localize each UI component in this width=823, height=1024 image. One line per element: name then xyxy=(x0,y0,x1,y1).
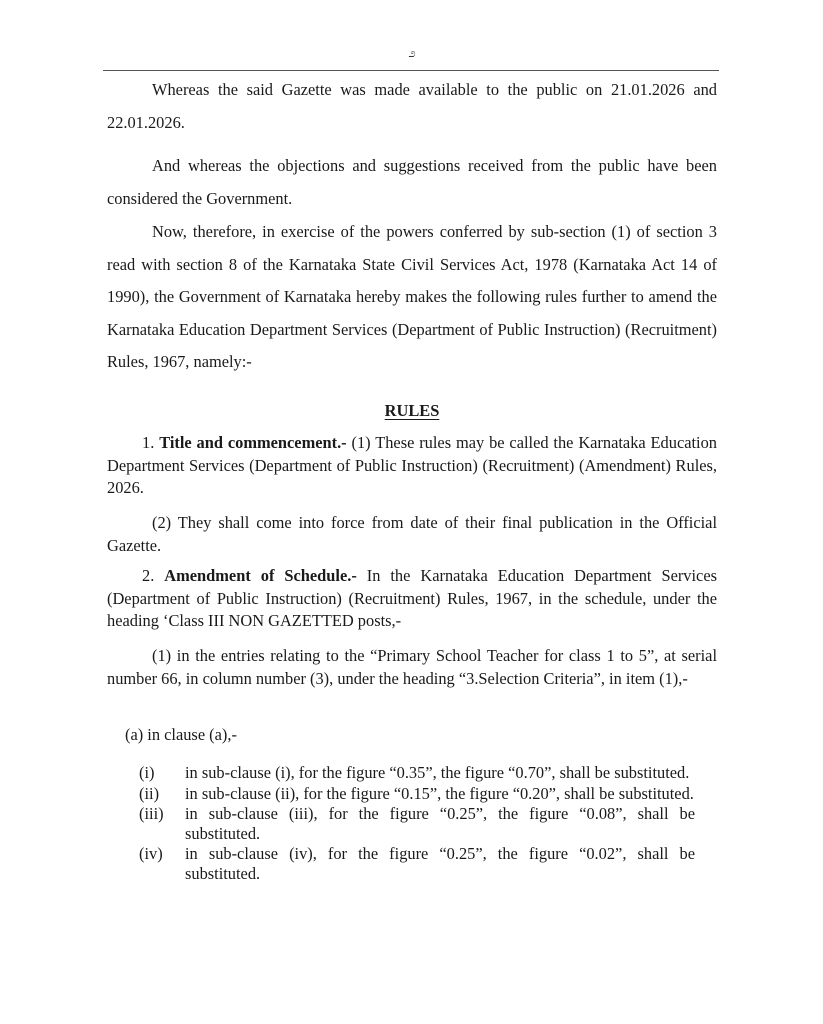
rule-2-item-1: (1) in the entries relating to the “Primary School Teacher for class 1 to 5”, at serial number 66, in column number (3), under the heading “3.Selection Criteria”, in item (1),- xyxy=(107,646,717,688)
subclause-item xyxy=(139,763,695,783)
subclause-item xyxy=(139,804,695,843)
rule-2-body: In the Karnataka Education Department Services (Department of Public Instruction) (Recruitment) Rules, 1967, in the schedule, under the heading ‘Class III NON GAZETTED posts,- xyxy=(107,566,717,630)
subclause-list xyxy=(139,763,695,884)
subclause-number: (iv) xyxy=(139,844,163,863)
subclause-number: (i) xyxy=(139,763,155,782)
clause-a-heading: (a) in clause (a),- xyxy=(125,725,237,744)
preamble-paragraph-gazette: Whereas the said Gazette was made available to the public on 21.01.2026 and 22.01.2026. xyxy=(107,80,717,132)
page-number: ೨ xyxy=(408,46,416,61)
rule-1-subrule-1: (1) These rules may be called the Karnataka Education Department Services (Department of Public Instruction) (Recruitment) (Amendment) Rules, 2026. xyxy=(107,433,717,497)
rule-2-paragraph xyxy=(107,565,717,633)
subclause-number: (ii) xyxy=(139,783,160,803)
rule-1-number: 1. xyxy=(142,433,155,452)
rules-heading: RULES xyxy=(384,401,440,420)
rule-2-number: 2. xyxy=(142,566,155,585)
subclause-number: (iii) xyxy=(139,804,164,823)
subclause-text: in sub-clause (ii), for the figure “0.15”, the figure “0.20”, shall be substituted. xyxy=(185,783,694,803)
rule-2-title: Amendment of Schedule.- xyxy=(164,566,357,585)
preamble-paragraph-objections: And whereas the objections and suggestions received from the public have been considered the Government. xyxy=(107,156,717,208)
subclause-item xyxy=(139,844,695,883)
subclause-text: in sub-clause (i), for the figure “0.35”, the figure “0.70”, shall be substituted. xyxy=(185,763,690,782)
preamble-paragraph-enactment: Now, therefore, in exercise of the powers conferred by sub-section (1) of section 3 read with section 8 of the Karnataka State Civil Services Act, 1978 (Karnataka Act 14 of 1990), the Government of Karnataka hereby makes the following rules further to amend the Karnataka Education Department Services (Department of Public Instruction) (Recruitment) Rules, 1967, namely:- xyxy=(107,222,717,371)
rule-1-paragraph xyxy=(107,432,717,500)
subclause-item xyxy=(139,784,695,804)
header-divider xyxy=(103,70,719,71)
subclause-text: in sub-clause (iii), for the figure “0.25”, the figure “0.08”, shall be substituted. xyxy=(185,804,695,843)
rule-1-subrule-2: (2) They shall come into force from date of their final publication in the Official Gazette. xyxy=(107,513,717,555)
subclause-text: in sub-clause (iv), for the figure “0.25”, the figure “0.02”, shall be substituted. xyxy=(185,844,695,883)
rule-1-title: Title and commencement.- xyxy=(159,433,347,452)
